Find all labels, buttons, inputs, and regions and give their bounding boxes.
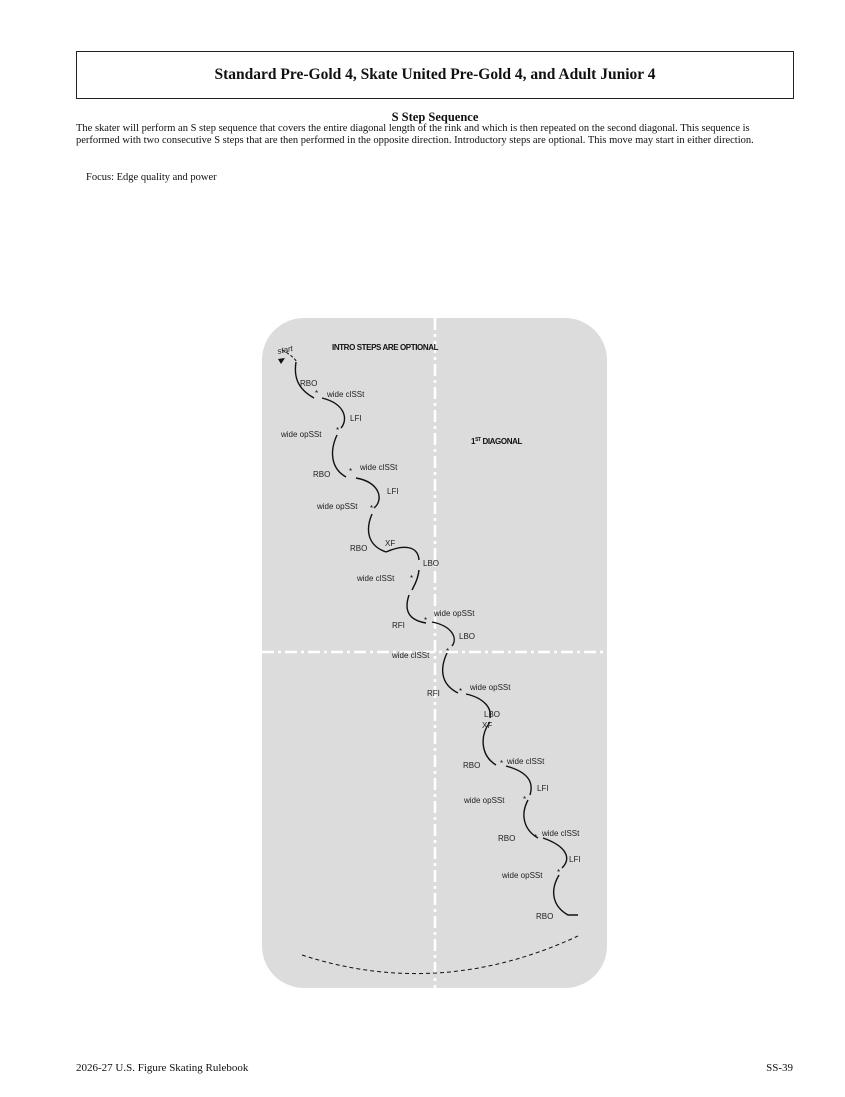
- svg-text:*: *: [459, 687, 463, 696]
- edge-label-7: wide opSSt: [317, 502, 358, 511]
- svg-text:*: *: [349, 467, 353, 476]
- edge-label-6: LFI: [387, 487, 399, 496]
- edge-label-12: RFI: [392, 621, 405, 630]
- edge-label-20: RBO: [463, 761, 481, 770]
- footer-book-title: 2026-27 U.S. Figure Skating Rulebook: [76, 1062, 249, 1074]
- page-title: Standard Pre-Gold 4, Skate United Pre-Gold 4, and Adult Junior 4: [214, 66, 656, 83]
- svg-text:*: *: [410, 574, 414, 583]
- intro-note-label: INTRO STEPS ARE OPTIONAL: [332, 343, 439, 352]
- edge-label-17: wide opSSt: [470, 683, 511, 692]
- start-label: start: [276, 343, 294, 356]
- svg-text:*: *: [534, 833, 538, 842]
- edge-label-22: LFI: [537, 784, 549, 793]
- edge-label-5: wide clSSt: [360, 463, 398, 472]
- edge-label-24: RBO: [498, 834, 516, 843]
- svg-text:*: *: [336, 426, 340, 435]
- edge-label-27: wide opSSt: [502, 871, 543, 880]
- svg-text:*: *: [500, 759, 504, 768]
- svg-text:*: *: [446, 647, 450, 656]
- diagonal-label: 1ST DIAGONAL: [471, 437, 522, 446]
- edge-label-23: wide opSSt: [464, 796, 505, 805]
- edge-label-13: wide opSSt: [434, 609, 475, 618]
- svg-text:*: *: [424, 616, 428, 625]
- section-description: The skater will perform an S step sequence that covers the entire diagonal length of the rink and which is then repeated on the second diagonal. This sequence is performed with two consecutive S steps that are then performed in the opposite direction. Introductory steps are optional. This move may start in either direction.: [76, 123, 754, 147]
- footer-page-number: SS-39: [766, 1062, 793, 1074]
- edge-label-25: wide clSSt: [542, 829, 580, 838]
- edge-label-11: wide clSSt: [357, 574, 395, 583]
- edge-label-3: wide opSSt: [281, 430, 322, 439]
- edge-label-26: LFI: [569, 855, 581, 864]
- edge-label-1: wide clSSt: [327, 390, 365, 399]
- svg-text:*: *: [523, 795, 527, 804]
- svg-text:*: *: [557, 868, 561, 877]
- edge-label-14: LBO: [459, 632, 476, 641]
- edge-label-9: XF: [385, 539, 396, 548]
- edge-label-2: LFI: [350, 414, 362, 423]
- focus-text: Focus: Edge quality and power: [86, 172, 217, 183]
- section-title: S Step Sequence: [391, 110, 479, 124]
- edge-label-19: XF: [482, 721, 493, 730]
- edge-label-16: RFI: [427, 689, 440, 698]
- edge-label-21: wide clSSt: [507, 757, 545, 766]
- edge-label-8: RBO: [350, 544, 368, 553]
- edge-label-28: RBO: [536, 912, 554, 921]
- edge-label-0: RBO: [300, 379, 318, 388]
- svg-text:*: *: [370, 504, 374, 513]
- edge-label-15: wide clSSt: [392, 651, 430, 660]
- edge-label-18: LBO: [484, 710, 501, 719]
- edge-label-4: RBO: [313, 470, 331, 479]
- svg-text:*: *: [315, 389, 319, 398]
- edge-label-10: LBO: [423, 559, 440, 568]
